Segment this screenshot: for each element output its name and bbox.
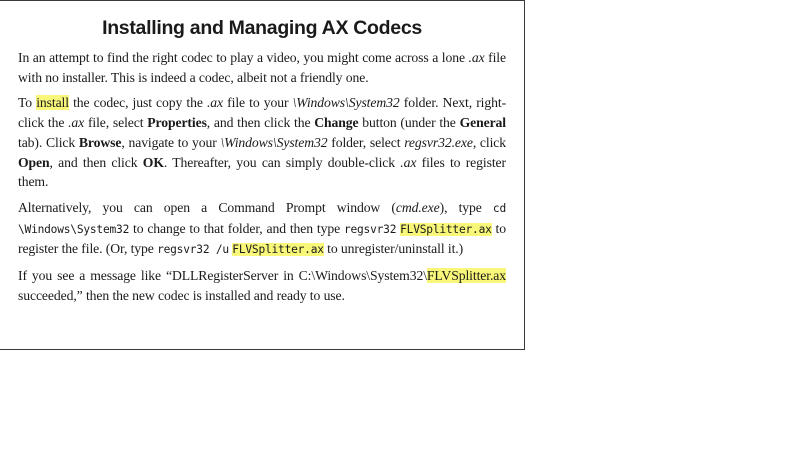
text: succeeded,” then the new codec is installed and ready to use.	[18, 287, 345, 303]
code-flvsplitter-highlight: FLVSplitter.ax	[232, 243, 324, 257]
text: to register the file. (Or, type	[18, 220, 506, 257]
change-label: Change	[314, 115, 359, 131]
browse-label: Browse	[78, 134, 122, 150]
text: to change to that folder, and then type	[129, 220, 344, 236]
text: . Thereafter, you can simply double-click	[163, 154, 401, 170]
cmd-exe: cmd.exe	[395, 199, 440, 215]
system32-path: \Windows\System32	[220, 134, 328, 150]
text: file, select	[84, 115, 148, 131]
text: button (under the	[358, 115, 460, 131]
sidebar-title: Installing and Managing AX Codecs	[102, 17, 422, 39]
ax-extension: .ax	[400, 154, 417, 170]
highlight-flvsplitter: FLVSplitter.ax	[426, 268, 506, 284]
paragraph-success-message	[18, 266, 506, 305]
text: To	[18, 95, 37, 111]
text: , and then click the	[206, 115, 315, 131]
text: the codec, just copy the	[68, 95, 207, 111]
text: folder, select	[327, 134, 405, 150]
text: If you see a message like “DLLRegisterServer in C:\Windows\System32\	[18, 268, 427, 284]
text: , and then click	[49, 154, 143, 170]
regsvr32-exe: regsvr32.exe	[404, 134, 473, 150]
text: files to register them.	[18, 154, 506, 190]
paragraph-install-steps	[18, 93, 506, 192]
system32-path: \Windows\System32	[292, 95, 400, 111]
ax-extension: .ax	[468, 50, 485, 65]
text: tab). Click	[18, 134, 79, 150]
code-flvsplitter-highlight: FLVSplitter.ax	[400, 222, 492, 236]
text: file to your	[223, 95, 293, 111]
text: , navigate to your	[121, 134, 221, 150]
text: , click	[472, 134, 507, 150]
paragraph-command-prompt	[18, 198, 506, 260]
code-cd-command: cd \Windows\System32	[18, 201, 506, 236]
ax-extension: .ax	[68, 115, 85, 131]
text: ), type	[439, 199, 493, 215]
text: to unregister/uninstall it.)	[323, 241, 464, 257]
open-label: Open	[18, 154, 50, 170]
code-regsvr32-unregister: regsvr32 /u	[157, 243, 229, 257]
highlight-install: install	[36, 95, 69, 111]
text: Alternatively, you can open a Command Prompt window (	[18, 199, 396, 215]
paragraph-intro	[18, 48, 506, 87]
text: file with no installer. This is indeed a codec, albeit not a friendly one.	[18, 50, 506, 85]
general-label: General	[459, 115, 506, 131]
ax-extension: .ax	[206, 95, 224, 111]
ok-label: OK	[142, 154, 164, 170]
properties-label: Properties	[147, 115, 207, 131]
code-regsvr32: regsvr32	[343, 222, 397, 236]
text: folder. Next, right-click the	[18, 95, 507, 131]
text: In an attempt to find the right codec to play a video, you might come across a lone	[18, 50, 469, 65]
